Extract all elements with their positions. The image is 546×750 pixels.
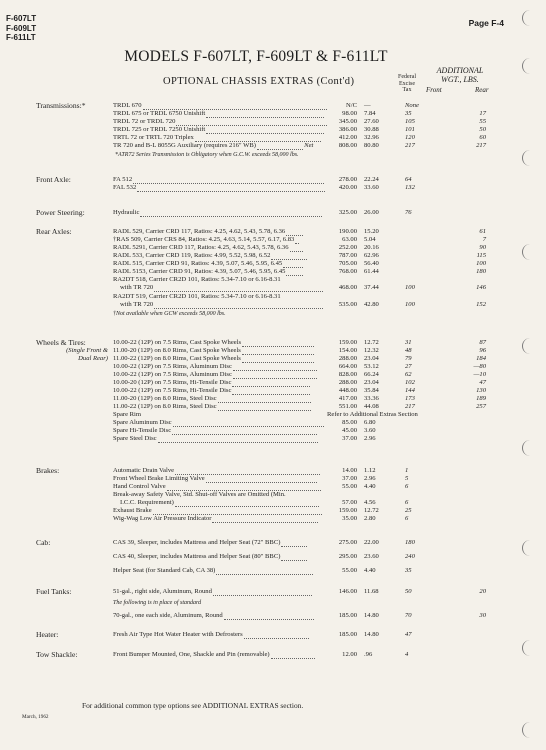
description-text: 51-gal., right side, Aluminum, Round — [113, 588, 212, 595]
rear-weight: 17 — [479, 110, 486, 117]
page-number: Page F-4 — [468, 18, 504, 28]
excise-tax: 1.12 — [364, 467, 376, 474]
rear-column-header: Rear — [475, 86, 489, 94]
page-title: MODELS F-607LT, F-609LT & F-611LT — [124, 48, 388, 65]
list-price: 828.00 — [338, 371, 357, 378]
binder-hole — [522, 640, 531, 656]
excise-tax: 26.00 — [364, 209, 379, 216]
rear-weight: 180 — [476, 268, 486, 275]
list-price: 420.00 — [338, 184, 357, 191]
rear-weight: 152 — [476, 301, 486, 308]
excise-tax: .96 — [364, 651, 373, 658]
list-price: 325.00 — [338, 209, 357, 216]
footer-note: For additional common type options see ADDITIONAL EXTRAS section. — [82, 701, 304, 710]
description-text: RADL 533, Carrier CRD 119, Ratios: 4.99, 5.52, 5.98, 6.52 — [113, 252, 271, 259]
front-weight: 132 — [405, 184, 415, 191]
section-label: Power Steering: — [36, 208, 85, 217]
option-description — [113, 630, 309, 639]
excise-tax: 35.84 — [364, 387, 379, 394]
option-description — [113, 552, 307, 561]
rear-weight: 96 — [479, 347, 486, 354]
rear-weight: 184 — [476, 355, 486, 362]
excise-tax: 14.80 — [364, 612, 379, 619]
rear-weight: 130 — [476, 387, 486, 394]
model-code: F-607LT — [6, 14, 37, 23]
description-text: Spare Aluminum Disc — [113, 419, 172, 426]
list-price: 278.00 — [338, 176, 357, 183]
description-text: TRDL 670 — [113, 102, 142, 109]
section-label: Rear Axles: — [36, 227, 72, 236]
excise-tax: 66.24 — [364, 371, 379, 378]
front-weight: 217 — [405, 142, 415, 149]
list-price: 448.00 — [338, 387, 357, 394]
option-description — [113, 434, 318, 443]
dot-leader — [244, 632, 310, 639]
description-text: Spare Hi-Tensile Disc — [113, 427, 172, 434]
table-row — [0, 300, 546, 309]
option-description — [113, 141, 313, 150]
list-price: 12.00 — [342, 651, 357, 658]
dot-leader — [216, 568, 312, 575]
table-row — [0, 183, 546, 192]
description-text: 11.00-20 (12P) on 8.0 Rims, Cast Spoke Wheels — [113, 347, 241, 354]
excise-tax: 2.80 — [364, 515, 376, 522]
excise-tax: 12.32 — [364, 347, 379, 354]
dot-leader — [140, 210, 322, 217]
excise-tax: 3.60 — [364, 427, 376, 434]
front-weight: 25 — [405, 507, 412, 514]
list-price: 808.00 — [338, 142, 357, 149]
description-text: Break-away Safety Valve, Std. Shut-off Valves are Omitted (Min. — [113, 491, 286, 498]
list-price: 14.00 — [342, 467, 357, 474]
description-text: RADL 529, Carrier CRD 117, Ratios: 4.25, 4.62, 5.43, 5.78, 6.36 — [113, 228, 286, 235]
dot-leader — [271, 652, 315, 659]
dot-leader — [224, 613, 314, 620]
dot-leader — [257, 143, 303, 150]
front-weight: 6 — [405, 515, 409, 522]
front-weight: 144 — [405, 387, 415, 394]
rear-weight: 50 — [479, 126, 486, 133]
description-text: CAS 39, Sleeper, includes Mattress and Helper Seat (72" BBC) — [113, 539, 281, 546]
excise-tax: 33.60 — [364, 184, 379, 191]
rear-weight: 87 — [479, 339, 486, 346]
excise-tax: 20.16 — [364, 244, 379, 251]
description-text: 70-gal., one each side, Aluminum, Round — [113, 612, 223, 619]
rear-weight: 60 — [479, 134, 486, 141]
rear-weight: 257 — [476, 403, 486, 410]
binder-hole — [522, 244, 531, 260]
list-price: 787.00 — [338, 252, 357, 259]
table-row — [0, 650, 546, 659]
excise-tax: 12.72 — [364, 339, 379, 346]
list-price: 295.00 — [338, 553, 357, 560]
list-price: 252.00 — [338, 244, 357, 251]
list-price: 417.00 — [338, 395, 357, 402]
description-text: with TR 720 — [120, 301, 154, 308]
option-description — [113, 566, 313, 575]
rear-weight: 217 — [476, 142, 486, 149]
front-weight: None — [405, 102, 419, 109]
list-price: 35.00 — [342, 515, 357, 522]
excise-tax: 44.08 — [364, 403, 379, 410]
front-weight: 70 — [405, 612, 412, 619]
excise-tax: 12.72 — [364, 507, 379, 514]
front-weight: 50 — [405, 588, 412, 595]
list-price: 664.00 — [338, 363, 357, 370]
rear-weight: 47 — [479, 379, 486, 386]
list-price: 55.00 — [342, 567, 357, 574]
excise-tax: 53.12 — [364, 363, 379, 370]
excise-tax: 30.88 — [364, 126, 379, 133]
option-description — [113, 611, 314, 620]
excise-tax: 5.04 — [364, 236, 376, 243]
description-text: RADL 515, Carrier CRD 91, Ratios: 4.39, 5.07, 5.46, 5.95, 6.45 — [113, 260, 283, 267]
excise-tax: 56.40 — [364, 260, 379, 267]
rear-weight: 61 — [479, 228, 486, 235]
description-text: 11.00-22 (12P) on 8.0 Rims, Cast Spoke Wheels — [113, 355, 241, 362]
front-weight: 100 — [405, 301, 415, 308]
section-label: Wheels & Tires: — [36, 338, 86, 347]
front-weight: 35 — [405, 110, 412, 117]
table-row — [0, 587, 546, 596]
description-text: The following is in place of standard — [113, 600, 202, 606]
description-text: 10.00-22 (12P) on 7.5 Rims, Aluminum Disc — [113, 371, 232, 378]
option-description — [120, 283, 323, 292]
excise-tax: 80.80 — [364, 142, 379, 149]
weight-column-header: ADDITIONAL WGT., LBS. — [436, 66, 484, 84]
section-label: Fuel Tanks: — [36, 587, 72, 596]
model-codes — [6, 14, 36, 43]
dot-leader — [158, 436, 318, 443]
description-text: 11.00-22 (12P) on 8.0 Rims, Steel Disc — [113, 403, 217, 410]
excise-tax: 14.80 — [364, 631, 379, 638]
description-text: TRDL 72 or TRDL 720 — [113, 118, 176, 125]
description-text: CAS 40, Sleeper, includes Mattress and Helper Seat (80" BBC) — [113, 553, 281, 560]
description-text: TRTL 72 or TRTL 720 Triplex — [113, 134, 194, 141]
list-price: 190.00 — [338, 228, 357, 235]
front-weight: 48 — [405, 347, 412, 354]
excise-tax: 22.24 — [364, 176, 379, 183]
description-text: †Not available when GCW exceeds 58,000 lbs. — [113, 311, 226, 317]
rear-weight: 7 — [482, 236, 486, 243]
section-label: Cab: — [36, 538, 51, 547]
description-text: 11.00-20 (12P) on 8.0 Rims, Steel Disc — [113, 395, 217, 402]
rear-weight: 55 — [479, 118, 486, 125]
front-weight: 120 — [405, 134, 415, 141]
front-column-header: Front — [426, 86, 442, 94]
description-text: Fresh Air Type Hot Water Heater with Defrosters — [113, 631, 243, 638]
description-text: with TR 720 — [120, 284, 154, 291]
description-text: 10.00-20 (12P) on 7.5 Rims, Hi-Tensile Disc — [113, 379, 232, 386]
list-price: 37.00 — [342, 475, 357, 482]
description-text: I.C.C. Requirement) — [120, 499, 174, 506]
description-text: Helper Seat (for Standard Cab, CA 38) — [113, 567, 216, 574]
dot-leader — [137, 185, 325, 192]
dot-leader — [154, 285, 322, 292]
option-description — [113, 208, 322, 217]
section-sublabel: (Single Front & — [66, 347, 108, 354]
table-row — [0, 208, 546, 217]
excise-tax: 27.60 — [364, 118, 379, 125]
list-price: 85.00 — [342, 419, 357, 426]
rear-weight: 115 — [476, 252, 486, 259]
description-text: Spare Steel Disc — [113, 435, 157, 442]
description-text: RA2DT 518, Carrier CR2D 101, Ratios: 5.34-7.10 or 6.16-8.31 — [113, 276, 281, 283]
dot-leader — [281, 540, 307, 547]
rear-weight: —10 — [473, 371, 486, 378]
dot-leader — [154, 302, 322, 309]
excise-tax: 4.40 — [364, 567, 376, 574]
binder-hole — [522, 150, 531, 166]
front-weight: 5 — [405, 475, 409, 482]
description-text: *ATR72 Series Transmission is Obligatory when G.C.W. exceeds 58,000 lbs. — [115, 152, 299, 158]
list-price: 37.00 — [342, 435, 357, 442]
front-weight: 1 — [405, 467, 409, 474]
description-text: Automatic Drain Valve — [113, 467, 175, 474]
description-text: Hydraulic — [113, 209, 140, 216]
excise-tax: 6.80 — [364, 419, 376, 426]
description-text: 10.00-22 (12P) on 7.5 Rims, Aluminum Disc — [113, 363, 232, 370]
list-price: 185.00 — [338, 631, 357, 638]
description-text: Exhaust Brake — [113, 507, 152, 514]
table-row — [0, 141, 546, 150]
excise-tax: 62.96 — [364, 252, 379, 259]
option-description — [113, 650, 315, 659]
binder-hole — [522, 722, 531, 738]
front-weight: 79 — [405, 355, 412, 362]
front-weight: 6 — [405, 483, 409, 490]
list-price: 768.00 — [338, 268, 357, 275]
excise-tax: 4.40 — [364, 483, 376, 490]
table-row — [0, 538, 546, 547]
list-price: N/C — [346, 102, 357, 109]
rear-weight: 20 — [479, 588, 486, 595]
option-description — [115, 151, 299, 160]
table-row — [0, 599, 546, 608]
front-weight: 101 — [405, 126, 415, 133]
description-text: RADL 5153, Carrier CRD 91, Ratios: 4.39, 5.07, 5.46, 5.95, 6.45 — [113, 268, 286, 275]
front-weight: 100 — [405, 284, 415, 291]
section-label: Heater: — [36, 630, 59, 639]
option-description — [113, 538, 307, 547]
table-row — [0, 434, 546, 443]
excise-tax: 61.44 — [364, 268, 379, 275]
table-row — [0, 566, 546, 575]
model-code: F-611LT — [6, 33, 36, 42]
option-description — [120, 300, 323, 309]
description-text: Hand Control Valve — [113, 483, 166, 490]
excise-tax: 15.20 — [364, 228, 379, 235]
excise-tax: 2.96 — [364, 475, 376, 482]
list-price: 63.00 — [342, 236, 357, 243]
dot-leader — [281, 554, 307, 561]
option-description — [113, 587, 312, 596]
list-price: 98.00 — [342, 110, 357, 117]
description-text: RA2DT 519, Carrier CR2D 101, Ratios: 5.34-7.10 or 6.16-8.31 — [113, 293, 281, 300]
description-text: TRDL 675 or TRDL 6750 Unishift — [113, 110, 206, 117]
rear-weight: 189 — [476, 395, 486, 402]
list-price: 159.00 — [338, 339, 357, 346]
binder-hole — [522, 540, 531, 556]
tax-column-header: Federal Excise Tax — [398, 74, 416, 93]
excise-tax: 42.80 — [364, 301, 379, 308]
section-label: Front Axle: — [36, 175, 71, 184]
description-text: TR 720 and B-L 8055G Auxiliary (requires 216" WB) — [113, 142, 256, 149]
list-price: 705.00 — [338, 260, 357, 267]
option-description — [113, 599, 201, 608]
list-price: 185.00 — [338, 612, 357, 619]
description-text: 10.00-22 (12P) on 7.5 Rims, Hi-Tensile Disc — [113, 387, 232, 394]
front-weight: 47 — [405, 631, 412, 638]
list-price: 154.00 — [338, 347, 357, 354]
front-weight: 64 — [405, 176, 412, 183]
front-weight: 62 — [405, 371, 412, 378]
description-text: Wig-Wag Low Air Pressure Indicator — [113, 515, 212, 522]
list-price: 412.00 — [338, 134, 357, 141]
excise-tax: 37.44 — [364, 284, 379, 291]
front-weight: 27 — [405, 363, 412, 370]
list-price: 551.00 — [338, 403, 357, 410]
front-weight: 180 — [405, 539, 415, 546]
front-weight: 240 — [405, 553, 415, 560]
excise-tax: 23.60 — [364, 553, 379, 560]
description-text: RADL 5291, Carrier CRD 117, Ratios: 4.25, 4.62, 5.43, 5.78, 6.36 — [113, 244, 289, 251]
front-weight: 76 — [405, 209, 412, 216]
list-price: 288.00 — [338, 379, 357, 386]
description-text: Front Bumper Mounted, One, Shackle and Pin (removable) — [113, 651, 270, 658]
description-text: Spare Rim — [113, 411, 142, 418]
binder-hole — [522, 10, 531, 26]
front-weight: 35 — [405, 567, 412, 574]
dot-leader — [213, 589, 312, 596]
excise-tax: 2.96 — [364, 435, 376, 442]
excise-tax: 23.04 — [364, 355, 379, 362]
excise-tax: 32.96 — [364, 134, 379, 141]
list-price: 288.00 — [338, 355, 357, 362]
front-weight: 31 — [405, 339, 412, 346]
section-label: Transmissions:* — [36, 101, 86, 110]
front-weight: 6 — [405, 499, 409, 506]
option-description — [113, 310, 226, 319]
table-row — [0, 611, 546, 620]
excise-tax: 11.68 — [364, 588, 379, 595]
excise-tax: 33.36 — [364, 395, 379, 402]
dot-leader — [212, 516, 317, 523]
table-row — [0, 552, 546, 561]
list-price: 159.00 — [338, 507, 357, 514]
binder-hole — [522, 338, 531, 354]
table-row — [0, 283, 546, 292]
list-price: 386.00 — [338, 126, 357, 133]
description-text: Front Wheel Brake Limiting Valve — [113, 475, 205, 482]
section-label: Tow Shackle: — [36, 650, 78, 659]
list-price: 345.00 — [338, 118, 357, 125]
front-weight: 105 — [405, 118, 415, 125]
excise-tax: 4.56 — [364, 499, 376, 506]
front-weight: 102 — [405, 379, 415, 386]
description-text: FAL 532 — [113, 184, 137, 191]
front-weight: 4 — [405, 651, 409, 658]
section-sublabel: Dual Rear) — [78, 355, 108, 362]
description-text: TRDL 725 or TRDL 7250 Unishift — [113, 126, 206, 133]
rear-weight: —80 — [473, 363, 486, 370]
table-row — [0, 514, 546, 523]
table-row — [0, 310, 546, 319]
list-price: 535.00 — [338, 301, 357, 308]
front-weight: 173 — [405, 395, 415, 402]
table-row — [0, 630, 546, 639]
refer-note: Refer to Additional Extras Section — [327, 411, 418, 418]
rear-weight: 100 — [476, 260, 486, 267]
description-text: †RAS 509, Carrier CRS 84, Ratios: 4.25, 4.63, 5.14, 5.57, 6.17, 6.83 — [113, 236, 295, 243]
page-subtitle: OPTIONAL CHASSIS EXTRAS (Cont'd) — [163, 76, 355, 87]
list-price: 146.00 — [338, 588, 357, 595]
rear-weight: 90 — [479, 244, 486, 251]
description-text: FA 512 — [113, 176, 133, 183]
excise-tax: 23.04 — [364, 379, 379, 386]
front-weight: 217 — [405, 403, 415, 410]
option-description — [113, 183, 325, 192]
issue-date: March, 1962 — [22, 714, 49, 720]
net-label: Net — [302, 142, 314, 149]
binder-hole — [522, 58, 531, 74]
list-price: 275.00 — [338, 539, 357, 546]
table-row — [0, 151, 546, 160]
binder-hole — [522, 440, 531, 456]
model-code: F-609LT — [6, 23, 37, 33]
option-description — [113, 514, 318, 523]
list-price: 45.00 — [342, 427, 357, 434]
list-price: 468.00 — [338, 284, 357, 291]
excise-tax: 7.84 — [364, 110, 376, 117]
excise-tax: — — [364, 102, 371, 109]
list-price: 55.00 — [342, 483, 357, 490]
excise-tax: 22.00 — [364, 539, 379, 546]
rear-weight: 30 — [479, 612, 486, 619]
section-label: Brakes: — [36, 466, 60, 475]
description-text: 10.00-22 (12P) on 7.5 Rims, Cast Spoke Wheels — [113, 339, 242, 346]
list-price: 57.00 — [342, 499, 357, 506]
rear-weight: 146 — [476, 284, 486, 291]
